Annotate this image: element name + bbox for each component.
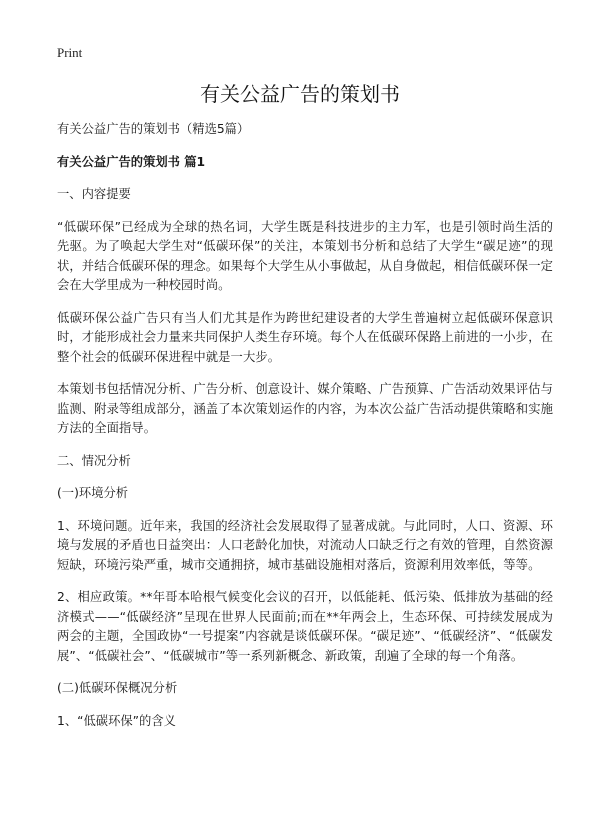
list-item: 1、“低碳环保”的含义	[57, 713, 176, 728]
heading-summary: 一、内容提要	[57, 187, 131, 201]
heading-situation-analysis: 二、情况分析	[57, 453, 131, 468]
section-title: 有关公益广告的策划书 篇1	[57, 154, 206, 169]
paragraph: 低碳环保公益广告只有当人们尤其是作为跨世纪建设者的大学生普遍树立起低碳环保意识时，才能形成社会力量来共同保护人类生存环境。每个人在低碳环保路上前进的一小步，在整个社会的低碳环保进程中就是一大步。	[57, 310, 553, 364]
heading-environment-analysis: (一)环境分析	[57, 486, 129, 500]
document-subtitle: 有关公益广告的策划书（精选5篇）	[57, 122, 250, 136]
paragraph: 1、环境问题。近年来，我国的经济社会发展取得了显著成就。与此同时，人口、资源、环境与发展的矛盾也日益突出：人口老龄化加快，对流动人口缺乏行之有效的管理，自然资源短缺，环境污染严重，城市交通拥挤，城市基础设施相对落后，资源利用效率低，等等。	[57, 518, 553, 572]
document-body	[57, 120, 553, 744]
print-link[interactable]: Print	[57, 45, 83, 60]
paragraph: “低碳环保”已经成为全球的热名词，大学生既是科技进步的主力军，也是引领时尚生活的先驱。为了唤起大学生对“低碳环保”的关注，本策划书分析和总结了大学生“碳足迹”的现状，并结合低碳环保的理念。如果每个大学生从小事做起，从自身做起，相信低碳环保一定会在大学里成为一种校园时尚。	[57, 219, 553, 292]
paragraph: 本策划书包括情况分析、广告分析、创意设计、媒介策略、广告预算、广告活动效果评估与监测、附录等组成部分，涵盖了本次策划运作的内容，为本次公益广告活动提供策略和实施方法的全面指导。	[57, 382, 553, 435]
heading-low-carbon-overview: (二)低碳环保概况分析	[57, 681, 178, 695]
page-title: 有关公益广告的策划书	[200, 82, 400, 106]
paragraph: 2、相应政策。**年哥本哈根气候变化会议的召开，以低能耗、低污染、低排放为基础的经济模式——“低碳经济”呈现在世界人民面前;而在**年两会上，生态环保、可持续发展成为两会的主题，全国政协“一号提案”内容就是谈低碳环保。“碳足迹”、“低碳经济”、“低碳发展”、“低碳社会”、“低碳城市”等一系列新概念、新政策，刮遍了全球的每一个角落。	[57, 590, 553, 663]
